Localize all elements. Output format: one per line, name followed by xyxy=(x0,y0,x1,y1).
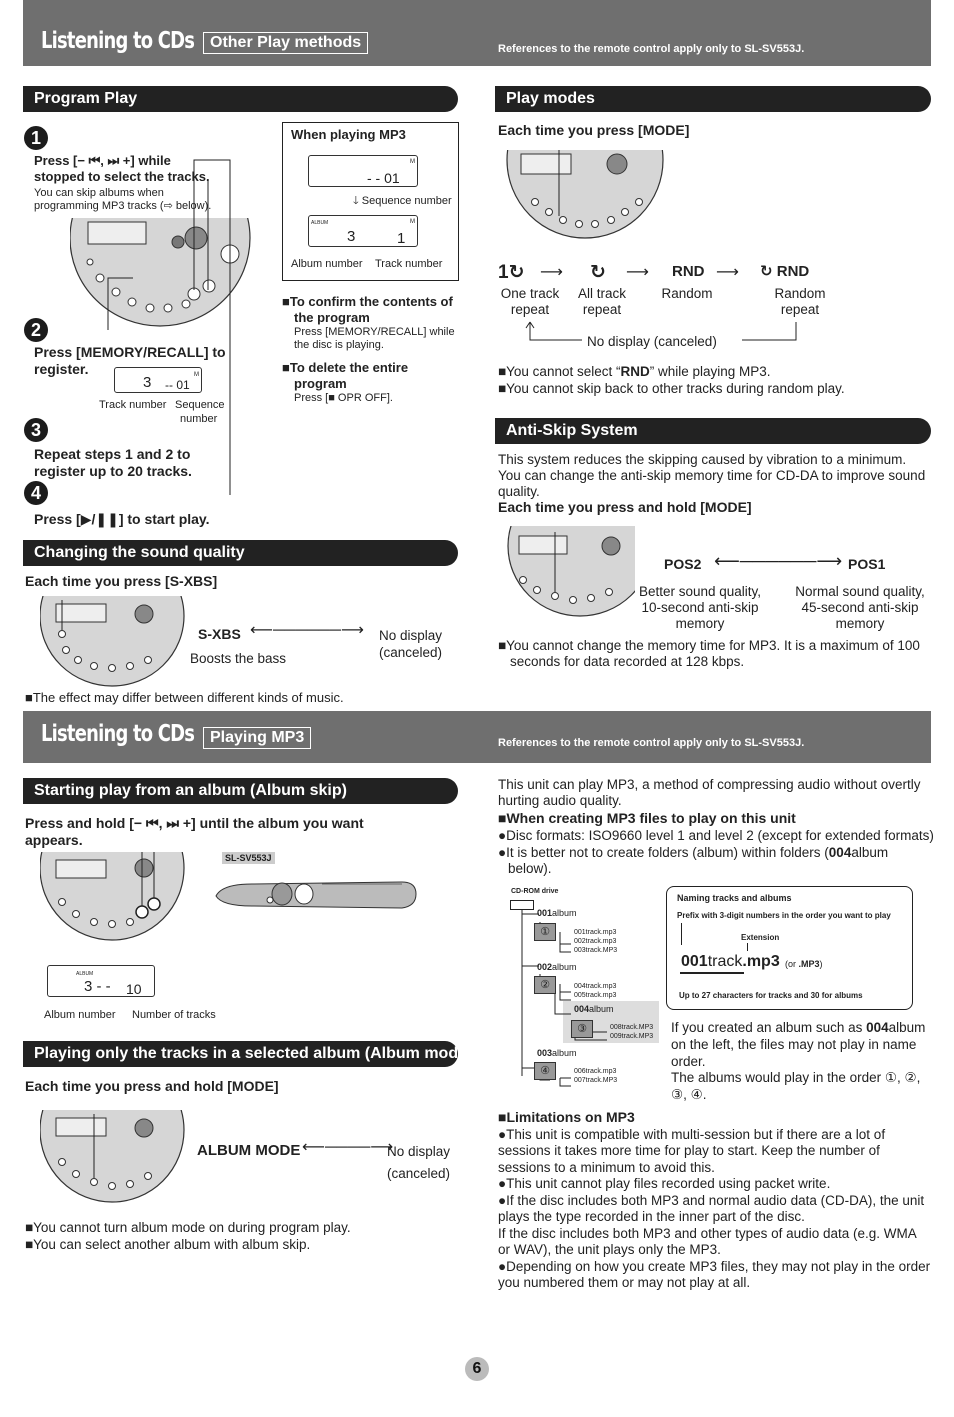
sxbs-boosts: Boosts the bass xyxy=(190,651,287,666)
sound-quality-instruction: Each time you press [S-XBS] xyxy=(25,573,218,589)
delete-title-b: program xyxy=(294,376,347,391)
anti-skip-desc-3: quality. xyxy=(498,484,540,499)
album-mode-heading: Playing only the tracks in a selected album (Album mode) xyxy=(23,1041,458,1067)
step-2-badge: 2 xyxy=(24,318,48,342)
tree-file-001: 001track.mp3 xyxy=(574,929,617,936)
note1-pre: ■You cannot select “ xyxy=(498,364,621,379)
tree-file-003: 003track.MP3 xyxy=(574,947,618,954)
step-4-badge: 4 xyxy=(24,481,48,505)
mp3-album-label: Album number xyxy=(291,258,363,270)
bullet2-bold: 004 xyxy=(828,845,852,860)
naming-alt xyxy=(785,959,823,969)
album-note-1 xyxy=(671,1020,925,1036)
page-number: 6 xyxy=(465,1357,489,1381)
mp3-lcd1-m: M xyxy=(410,159,415,165)
note1-bold: RND xyxy=(620,364,650,379)
player-illustration-sxbs xyxy=(40,596,190,688)
remote-model-label: SL-SV553J xyxy=(222,852,275,864)
naming-ext-line xyxy=(747,943,748,951)
mode-label-2a: All track xyxy=(577,286,626,301)
tree-album-4-label: album xyxy=(552,1048,577,1058)
mp3-bullet-2b: below). xyxy=(508,861,552,876)
naming-limit: Up to 27 characters for tracks and 30 for albums xyxy=(679,991,863,1000)
step-2-lcd-m: M xyxy=(194,372,199,378)
mp3-lcd2-album: 3 xyxy=(347,228,356,245)
bottom-header-title: Listening to CDs xyxy=(41,721,195,747)
limit-line-10: you numbered them or may not play at all. xyxy=(498,1275,751,1290)
album-note-2: on the left, the files may not play in name xyxy=(671,1037,917,1052)
anti-skip-heading: Anti-Skip System xyxy=(495,418,931,444)
mode-arrow-2: ⟶ xyxy=(626,264,649,281)
limit-line-4: ●This unit cannot play files recorded using packet write. xyxy=(498,1176,831,1191)
tree-album-3-badge: ③ xyxy=(571,1020,593,1038)
sxbs-nodisp-2: (canceled) xyxy=(379,645,443,660)
naming-alt-pre: (or xyxy=(785,959,799,969)
tree-album-2-badge: ② xyxy=(534,976,556,994)
step-2-text-a: Press [MEMORY/RECALL] to xyxy=(34,344,226,360)
mp3-lcd-seq-value: - - 01 xyxy=(367,170,400,186)
anti-skip-instruction: Each time you press and hold [MODE] xyxy=(498,499,752,515)
mode-arrow-1: ⟶ xyxy=(540,264,563,281)
pos-arrow: ⟵──────⟶ xyxy=(714,551,843,571)
mode-label-4a: Random xyxy=(774,286,826,301)
mode-label-1b: repeat xyxy=(510,302,550,317)
tree-album-2-label: album xyxy=(552,962,577,972)
tree-album-2 xyxy=(537,962,577,972)
album-note-4: The albums would play in the order ①, ②, xyxy=(671,1070,921,1085)
sxbs-nodisp-1: No display xyxy=(379,628,443,643)
tree-album-4-badge: ④ xyxy=(534,1062,556,1080)
step-2-label-track: Track number xyxy=(99,399,167,411)
mp3-lcd-album xyxy=(308,215,418,247)
bottom-header-subtitle: Playing MP3 xyxy=(203,727,311,749)
sxbs-arrow: ⟵──────⟶ xyxy=(250,622,364,639)
bottom-header-bar xyxy=(23,711,931,763)
play-modes-heading: Play modes xyxy=(495,86,931,112)
tree-drive-label: CD-ROM drive xyxy=(511,888,559,895)
step-2-lcd-seq: -- 01 xyxy=(165,378,190,392)
pos1-desc-1: Normal sound quality, xyxy=(795,584,925,599)
naming-title: Naming tracks and albums xyxy=(677,893,792,903)
note1-post: ” while playing MP3. xyxy=(649,364,771,379)
limit-line-2: sessions it takes more time for play to start. Keep the number of xyxy=(498,1143,880,1158)
confirm-text-a: Press [MEMORY/RECALL] while xyxy=(294,326,455,338)
album-mode-nodisp-2: (canceled) xyxy=(387,1166,451,1181)
mode-label-1a: One track xyxy=(500,286,560,301)
anti-skip-note-2: seconds for data recorded at 128 kbps. xyxy=(510,654,745,669)
naming-ex-ext: .mp3 xyxy=(742,953,780,970)
album-note-3: order. xyxy=(671,1054,706,1069)
mp3-program-box xyxy=(282,122,459,281)
tree-album-1-label: album xyxy=(552,908,577,918)
mp3-lcd2-album-tag: ALBUM xyxy=(311,220,329,226)
tree-album-1-badge: ① xyxy=(534,923,556,941)
mp3-seq-label-text: Sequence number xyxy=(361,195,452,207)
top-header-bar xyxy=(23,0,931,66)
remote-illustration xyxy=(212,870,422,920)
step-1-note-b: programming MP3 tracks (⇨ below). xyxy=(34,200,212,212)
naming-ex-word: track xyxy=(707,953,743,970)
album-skip-instr-1: Press and hold [− ⏮, ⏭ +] until the album you want xyxy=(25,815,364,831)
player-illustration-albummode xyxy=(40,1110,190,1205)
pos1-label: POS1 xyxy=(848,556,886,572)
step-1-note-a: You can skip albums when xyxy=(34,187,164,199)
naming-ex-num: 001 xyxy=(681,953,708,970)
mode-symbol-2: ↻ xyxy=(590,262,606,283)
tree-album-4 xyxy=(537,1048,577,1058)
album-skip-instr-2: appears. xyxy=(25,832,83,848)
naming-alt-ext: .MP3 xyxy=(798,959,820,969)
mode-label-2b: repeat xyxy=(582,302,622,317)
album-mode-note-2: ■You can select another album with album skip. xyxy=(25,1237,311,1252)
bullet2-pre: ●It is better not to create folders (album) within folders ( xyxy=(498,845,829,860)
tree-file-009: 009track.MP3 xyxy=(610,1033,654,1040)
mp3-intro-2: hurting audio quality. xyxy=(498,793,622,808)
mode-label-3a: Random xyxy=(661,286,713,301)
tree-file-008: 008track.MP3 xyxy=(610,1024,654,1031)
pos1-desc-3: memory xyxy=(835,616,885,631)
mp3-box-title: When playing MP3 xyxy=(291,127,406,142)
step-3-badge: 3 xyxy=(24,418,48,442)
album-skip-label-album: Album number xyxy=(44,1009,116,1021)
album-mode-nodisp-1: No display xyxy=(387,1144,451,1159)
mp3-lcd2-track: 1 xyxy=(397,230,406,247)
mode-arrow-3: ⟶ xyxy=(716,264,739,281)
pos2-desc-1: Better sound quality, xyxy=(638,584,762,599)
limit-line-6: plays the type recorded in the inner part of the disc. xyxy=(498,1209,805,1224)
album-mode-label: ALBUM MODE xyxy=(197,1142,301,1159)
naming-alt-post: ) xyxy=(819,959,823,969)
step-3-text-b: register up to 20 tracks. xyxy=(34,463,192,479)
step-1-text-b: stopped to select the tracks. xyxy=(34,169,210,184)
limit-line-3: sessions to a minimum to avoid this. xyxy=(498,1160,715,1175)
mode-symbol-4: ↻ RND xyxy=(760,263,810,280)
step-3-text-a: Repeat steps 1 and 2 to xyxy=(34,446,191,462)
limits-title: ■Limitations on MP3 xyxy=(498,1109,635,1125)
album-note-1-bold: 004 xyxy=(866,1020,889,1035)
top-header-ref: References to the remote control apply only to SL-SV553J. xyxy=(498,43,805,55)
mode-symbol-3: RND xyxy=(672,263,705,280)
album-note-1-pre: If you created an album such as xyxy=(671,1020,867,1035)
program-play-heading: Program Play xyxy=(23,86,458,112)
album-mode-instruction: Each time you press and hold [MODE] xyxy=(25,1078,279,1094)
tree-album-2-num: 002 xyxy=(537,962,553,972)
step-2-text-b: register. xyxy=(34,361,89,377)
sxbs-label: S-XBS xyxy=(198,626,241,642)
player-illustration-antiskip xyxy=(505,526,635,618)
sound-quality-note: ■The effect may differ between different kinds of music. xyxy=(25,690,344,705)
step-2-lcd xyxy=(114,367,202,393)
naming-ext-label: Extension xyxy=(741,933,780,942)
anti-skip-note-1: ■You cannot change the memory time for MP3. It is a maximum of 100 xyxy=(498,638,920,653)
album-skip-label-tracks: Number of tracks xyxy=(132,1009,216,1021)
limit-line-9: ●Depending on how you create MP3 files, they may not play in the order xyxy=(498,1259,931,1274)
top-header-title: Listening to CDs xyxy=(41,28,195,54)
tree-album-1 xyxy=(537,908,577,918)
mp3-lcd2-m: M xyxy=(410,219,415,225)
mp3-track-label: Track number xyxy=(375,258,443,270)
limit-line-5: ●If the disc includes both MP3 and normal audio data (CD-DA), the unit xyxy=(498,1193,925,1208)
mode-symbol-1: 1↻ xyxy=(498,262,525,283)
top-header-subtitle: Other Play methods xyxy=(203,32,368,54)
album-skip-lcd-tag: ALBUM xyxy=(76,971,94,977)
mp3-creating-title: ■When creating MP3 files to play on this unit xyxy=(498,810,796,826)
confirm-title-b: the program xyxy=(294,310,370,325)
album-note-5: ③, ④. xyxy=(671,1087,707,1102)
step-2-label-seq-b: number xyxy=(180,413,218,425)
tree-file-002: 002track.mp3 xyxy=(574,938,617,945)
play-modes-note-2: ■You cannot skip back to other tracks during random play. xyxy=(498,381,845,396)
pos2-label: POS2 xyxy=(664,556,702,572)
tree-album-4-num: 003 xyxy=(537,1048,553,1058)
tree-file-006: 006track.mp3 xyxy=(574,1068,617,1075)
step-4-text: Press [▶/❚❚] to start play. xyxy=(34,511,210,527)
limit-line-7: If the disc includes both MP3 and other types of audio data (e.g. WMA xyxy=(498,1226,917,1241)
step-2-label-seq-a: Sequence xyxy=(175,399,225,411)
mp3-bullet-1: ●Disc formats: ISO9660 level 1 and level 2 (except for extended formats) xyxy=(498,828,934,843)
delete-title-a: ■To delete the entire xyxy=(282,360,409,375)
sound-quality-heading: Changing the sound quality xyxy=(23,540,458,566)
step-2-lcd-track: 3 xyxy=(143,374,152,391)
confirm-title-a: ■To confirm the contents of xyxy=(282,294,453,309)
mp3-intro-1: This unit can play MP3, a method of compressing audio without overtly xyxy=(498,777,921,792)
step-1-text-a: Press [− ⏮, ⏭ +] while xyxy=(34,153,171,168)
album-skip-lcd-tracks: 10 xyxy=(126,981,142,997)
mp3-bullet-2 xyxy=(498,845,888,861)
album-skip-lcd-album: 3 - - xyxy=(84,978,111,995)
player-illustration-modes xyxy=(505,150,665,242)
delete-text: Press [■ OPR OFF]. xyxy=(294,392,393,404)
limit-line-1: ●This unit is compatible with multi-session but if there are a lot of xyxy=(498,1127,886,1142)
album-skip-heading: Starting play from an album (Album skip) xyxy=(23,778,458,804)
anti-skip-desc-2: You can change the anti-skip memory time for CD-DA to improve sound xyxy=(498,468,926,483)
album-mode-arrow: ⟵────⟶ xyxy=(302,1139,394,1156)
player-illustration-albumskip xyxy=(40,852,190,944)
step-1-badge: 1 xyxy=(24,126,48,150)
album-skip-lcd xyxy=(47,965,155,997)
bullet2-post: album xyxy=(851,845,889,860)
mode-label-4b: repeat xyxy=(780,302,820,317)
tree-album-3 xyxy=(574,1004,614,1014)
tree-file-005: 005track.mp3 xyxy=(574,992,617,999)
album-note-1-post: album xyxy=(888,1020,926,1035)
bottom-header-ref: References to the remote control apply only to SL-SV553J. xyxy=(498,737,805,749)
naming-underline xyxy=(680,940,744,974)
confirm-text-b: the disc is playing. xyxy=(294,339,384,351)
tree-album-1-num: 001 xyxy=(537,908,553,918)
anti-skip-desc-1: This system reduces the skipping caused by vibration to a minimum. xyxy=(498,452,907,467)
tree-album-3-num: 004 xyxy=(574,1004,590,1014)
limit-line-8: or WAV), the unit plays only the MP3. xyxy=(498,1242,721,1257)
mode-cancel-label: No display (canceled) xyxy=(587,334,717,349)
pos2-desc-2: 10-second anti-skip xyxy=(641,600,759,615)
tree-album-3-label: album xyxy=(589,1004,614,1014)
album-mode-note-1: ■You cannot turn album mode on during program play. xyxy=(25,1220,351,1235)
naming-prefix: Prefix with 3-digit numbers in the order you want to play xyxy=(677,911,891,920)
pos1-desc-2: 45-second anti-skip xyxy=(801,600,919,615)
play-modes-note-1 xyxy=(498,364,771,380)
tree-file-004: 004track.mp3 xyxy=(574,983,617,990)
tree-file-007: 007track.MP3 xyxy=(574,1077,618,1084)
pos2-desc-3: memory xyxy=(675,616,725,631)
play-modes-instruction: Each time you press [MODE] xyxy=(498,122,690,138)
mp3-seq-label: 🡓 Sequence number xyxy=(353,195,452,207)
mp3-lcd-sequence xyxy=(308,155,418,187)
